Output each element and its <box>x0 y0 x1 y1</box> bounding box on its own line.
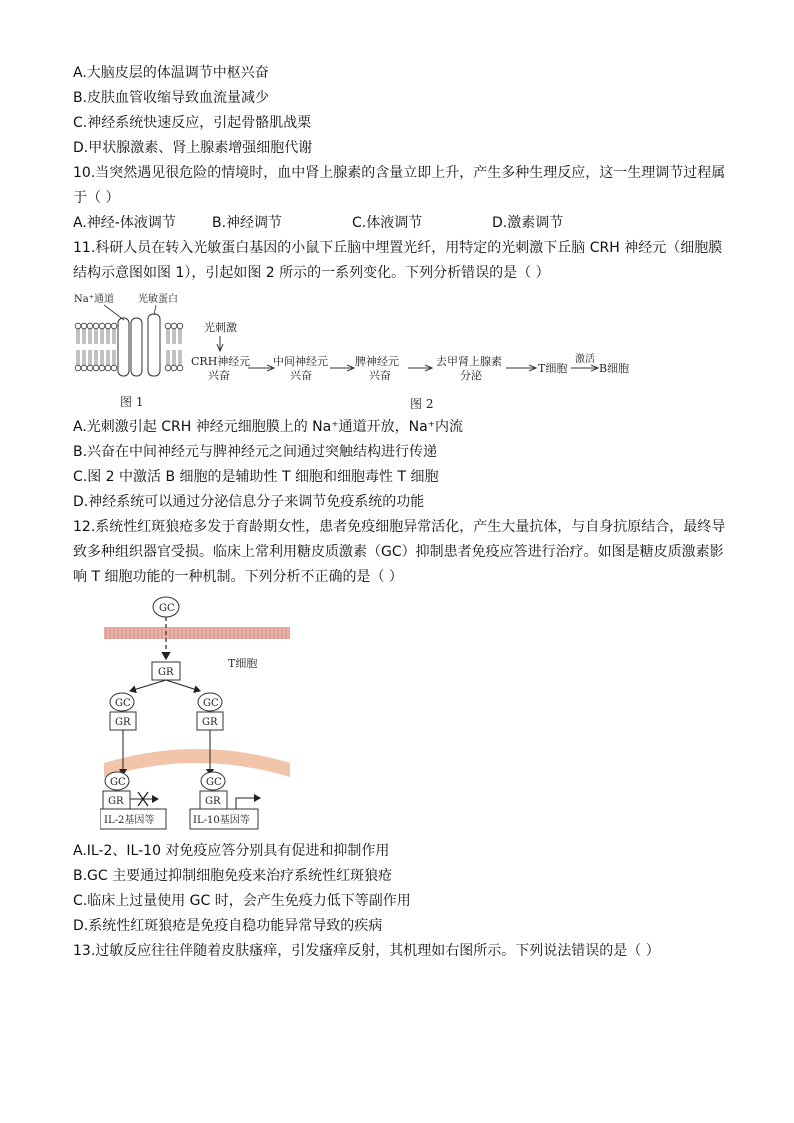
phospholipid-head <box>87 365 93 371</box>
phospholipid-head <box>177 323 183 329</box>
phospholipid-tail <box>113 329 115 344</box>
q9-option-a: A.大脑皮层的体温调节中枢兴奋 <box>73 65 269 81</box>
phospholipid-tail <box>167 350 169 365</box>
q12-option-b: B.GC 主要通过抑制细胞免疫来治疗系统性红斑狼疮 <box>73 868 393 884</box>
q10-option-d: D.激素调节 <box>492 215 564 231</box>
phospholipid-head <box>93 323 99 329</box>
na-channel-right-half <box>131 318 142 376</box>
phospholipid-head <box>111 323 117 329</box>
q12-stem-line2: 致多种组织器官受损。临床上常利用糖皮质激素（GC）抑制患者免疫应答进行治疗。如图是糖皮质激素影 <box>73 544 724 560</box>
phospholipid-head <box>99 365 105 371</box>
q10-option-a: A.神经-体液调节 <box>73 215 176 231</box>
phospholipid-tail <box>95 329 97 344</box>
phospholipid-tail <box>173 329 175 344</box>
na-label-pointer <box>104 305 124 320</box>
phospholipid-head <box>177 365 183 371</box>
q10-stem-line2: 于（ ） <box>73 190 120 206</box>
gr-cytoplasm-label: GR <box>158 667 174 678</box>
q11-option-c: C.图 2 中激活 B 细胞的是辅助性 T 细胞和细胞毒性 T 细胞 <box>73 469 439 485</box>
phospholipid-head <box>165 323 171 329</box>
na-channel-left-half <box>118 318 129 376</box>
phospholipid-tail <box>95 350 97 365</box>
phospholipid-tail <box>77 350 79 365</box>
q9-option-c: C.神经系统快速反应，引起骨骼肌战栗 <box>73 115 312 131</box>
q11-figure-1 <box>72 290 192 410</box>
figure-2-caption: 图 2 <box>410 397 434 411</box>
phospholipid-head <box>93 365 99 371</box>
phospholipid-tail <box>83 350 85 365</box>
q11-option-b: B.兴奋在中间神经元与脾神经元之间通过突触结构进行传递 <box>73 444 438 460</box>
node-inter-line2: 兴奋 <box>290 369 312 382</box>
gc-right-label: GC <box>203 698 219 709</box>
phospholipid-head <box>111 365 117 371</box>
phospholipid-tail <box>107 350 109 365</box>
t-cell-label: T细胞 <box>228 657 258 670</box>
q12-option-a: A.IL-2、IL-10 对免疫应答分别具有促进和抑制作用 <box>73 843 390 859</box>
q10-option-c: C.体液调节 <box>352 215 423 231</box>
q12-option-c: C.临床上过量使用 GC 时，会产生免疫力低下等副作用 <box>73 893 411 909</box>
q12-stem-line3: 响 T 细胞功能的一种机制。下列分析不正确的是（ ） <box>73 569 403 585</box>
na-channel-label: Na⁺通道 <box>74 294 114 305</box>
gr-nucleus-left-label: GR <box>108 796 124 807</box>
gr-nucleus-right-label: GR <box>205 796 221 807</box>
q13-stem-line1: 13.过敏反应往往伴随着皮肤瘙痒，引发瘙痒反射，其机理如右图所示。下列说法错误的是（ ） <box>73 943 660 959</box>
q12-figure <box>100 595 300 835</box>
q11-option-d: D.神经系统可以通过分泌信息分子来调节免疫系统的功能 <box>73 494 425 510</box>
t-cell-label: T细胞 <box>538 362 568 375</box>
phospholipid-tail <box>173 350 175 365</box>
q10-option-b: B.神经调节 <box>212 215 283 231</box>
node-ne-line1: 去甲肾上腺素 <box>436 355 502 368</box>
node-spleen-line1: 脾神经元 <box>355 355 399 368</box>
gc-left-label: GC <box>115 698 131 709</box>
cell-membrane <box>104 627 290 639</box>
phospholipid-head <box>105 323 111 329</box>
node-inter-line1: 中间神经元 <box>273 355 328 368</box>
phospholipid-tail <box>89 329 91 344</box>
transcription-start-arrow <box>236 798 260 809</box>
phospholipid-tail <box>89 350 91 365</box>
phospholipid-tail <box>113 350 115 365</box>
phospholipid-tail <box>167 329 169 344</box>
phospholipid-head <box>81 323 87 329</box>
q9-option-b: B.皮肤血管收缩导致血流量减少 <box>73 90 270 106</box>
node-crh-line2: 兴奋 <box>208 369 230 382</box>
phospholipid-tail <box>179 350 181 365</box>
figure-1-caption: 图 1 <box>120 395 144 409</box>
il2-gene-label: IL-2基因等 <box>104 815 155 826</box>
protein-label: 光敏蛋白 <box>138 294 178 305</box>
q11-figure-2 <box>188 315 648 412</box>
phospholipid-head <box>81 365 87 371</box>
branch-left <box>130 680 166 691</box>
phospholipid-head <box>75 365 81 371</box>
q11-stem-line2: 结构示意图如图 1），引起如图 2 所示的一系列变化。下列分析错误的是（ ） <box>73 265 550 281</box>
activate-label: 激活 <box>575 354 595 365</box>
phospholipid-head <box>87 323 93 329</box>
gc-nucleus-right-label: GC <box>206 777 222 788</box>
node-crh-line1: CRH神经元 <box>191 355 251 368</box>
gc-nucleus-left-label: GC <box>110 777 126 788</box>
node-spleen-line2: 兴奋 <box>369 369 391 382</box>
phospholipid-tail <box>101 329 103 344</box>
gr-left-label: GR <box>115 717 131 728</box>
phospholipid-head <box>165 365 171 371</box>
q9-option-d: D.甲状腺激素、肾上腺素增强细胞代谢 <box>73 140 313 156</box>
q11-stem-line1: 11.科研人员在转入光敏蛋白基因的小鼠下丘脑中埋置光纤，用特定的光刺激下丘脑 CRH 神经元（细胞膜 <box>73 240 723 256</box>
b-cell-label: B细胞 <box>599 362 630 375</box>
phospholipid-tail <box>77 329 79 344</box>
q10-stem-line1: 10.当突然遇见很危险的情境时，血中肾上腺素的含量立即上升，产生多种生理反应，这一生理调节过程属 <box>73 165 726 181</box>
light-sensitive-protein <box>148 314 160 376</box>
phospholipid-tail <box>179 329 181 344</box>
phospholipid-head <box>99 323 105 329</box>
q12-option-d: D.系统性红斑狼疮是免疫自稳功能异常导致的疾病 <box>73 918 383 934</box>
branch-right <box>166 680 200 691</box>
q12-stem-line1: 12.系统性红斑狼疮多发于育龄期女性，患者免疫细胞异常活化，产生大量抗体，与自身抗原结合，最终导 <box>73 519 726 535</box>
phospholipid-tail <box>101 350 103 365</box>
phospholipid-head <box>171 323 177 329</box>
phospholipid-head <box>105 365 111 371</box>
gc-outside-label: GC <box>159 603 175 614</box>
gr-right-label: GR <box>202 717 218 728</box>
q11-option-a: A.光刺激引起 CRH 神经元细胞膜上的 Na⁺通道开放，Na⁺内流 <box>73 419 464 435</box>
il10-gene-label: IL-10基因等 <box>193 815 250 826</box>
phospholipid-tail <box>107 329 109 344</box>
nuclear-membrane <box>104 749 290 777</box>
phospholipid-tail <box>83 329 85 344</box>
phospholipid-head <box>171 365 177 371</box>
stimulus-label: 光刺激 <box>204 321 237 334</box>
phospholipid-head <box>75 323 81 329</box>
node-ne-line2: 分泌 <box>460 369 482 382</box>
